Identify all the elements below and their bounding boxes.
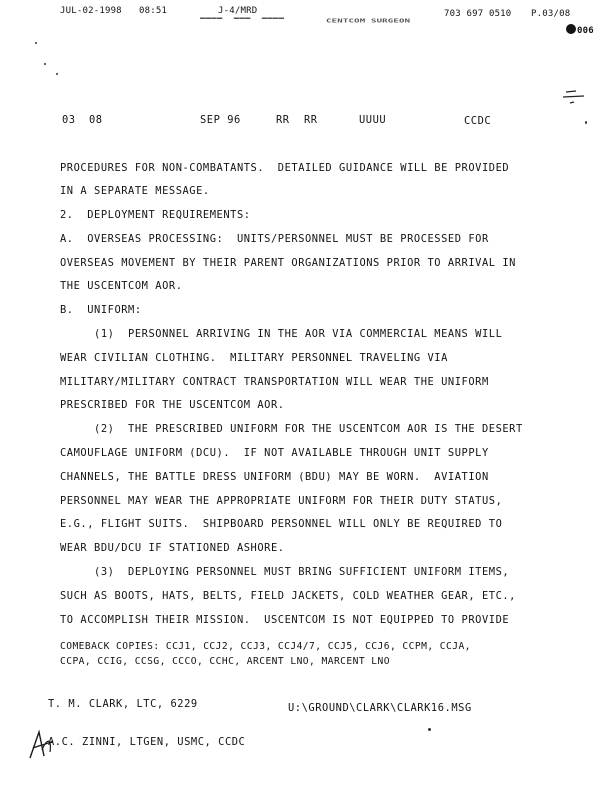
speck — [428, 728, 431, 731]
body-line: PERSONNEL MAY WEAR THE APPROPRIATE UNIFORM FOR THEIR DUTY STATUS, — [60, 495, 503, 507]
msg-date: SEP 96 — [200, 114, 241, 126]
msg-page-b: 08 — [89, 114, 103, 126]
speck — [44, 63, 46, 65]
body-line: IN A SEPARATE MESSAGE. — [60, 185, 210, 197]
msg-precedence-2: RR — [304, 114, 318, 126]
body-line: PRESCRIBED FOR THE USCENTCOM AOR. — [60, 399, 285, 411]
comeback-copies-line-2: CCPA, CCIG, CCSG, CCCO, CCHC, ARCENT LNO, MARCENT LNO — [60, 656, 390, 667]
comeback-copies-line-1: COMEBACK COPIES: CCJ1, CCJ2, CCJ3, CCJ4/7, CCJ5, CCJ6, CCPM, CCJA, — [60, 641, 471, 652]
body-line: MILITARY/MILITARY CONTRACT TRANSPORTATION WILL WEAR THE UNIFORM — [60, 376, 489, 388]
body-line: TO ACCOMPLISH THEIR MISSION. USCENTCOM IS NOT EQUIPPED TO PROVIDE — [60, 614, 510, 626]
handwritten-dash-mark — [562, 86, 586, 108]
fax-stamp-number: 006 — [577, 26, 594, 36]
fax-smudged-office: CENTCOM SURGEON — [326, 18, 411, 25]
circle-stamp-icon — [566, 24, 576, 34]
fax-date: JUL-02-1998 — [60, 6, 122, 16]
body-line: OVERSEAS MOVEMENT BY THEIR PARENT ORGANIZATIONS PRIOR TO ARRIVAL IN — [60, 257, 516, 269]
body-line: CAMOUFLAGE UNIFORM (DCU). IF NOT AVAILABLE THROUGH UNIT SUPPLY — [60, 447, 489, 459]
body-line: THE USCENTCOM AOR. — [60, 280, 183, 292]
fax-page: P.03/08 — [531, 9, 571, 19]
fax-office: J-4/MRD — [218, 6, 258, 16]
body-line: WEAR CIVILIAN CLOTHING. MILITARY PERSONNEL TRAVELING VIA — [60, 352, 448, 364]
body-line: (3) DEPLOYING PERSONNEL MUST BRING SUFFICIENT UNIFORM ITEMS, — [60, 566, 510, 578]
body-line: (1) PERSONNEL ARRIVING IN THE AOR VIA COMMERCIAL MEANS WILL — [60, 328, 503, 340]
speck — [585, 121, 587, 124]
msg-originator: CCDC — [464, 115, 492, 127]
subsection-heading: B. UNIFORM: — [60, 304, 142, 316]
msg-precedence-1: RR — [276, 114, 290, 126]
msg-classification: UUUU — [359, 114, 387, 126]
fax-smudged-header: ▬▬▬▬ ▬▬▬ ▬▬▬▬ — [200, 15, 285, 22]
body-line: PROCEDURES FOR NON-COMBATANTS. DETAILED GUIDANCE WILL BE PROVIDED — [60, 162, 510, 174]
drafter-line: T. M. CLARK, LTC, 6229 — [48, 698, 198, 710]
body-line: WEAR BDU/DCU IF STATIONED ASHORE. — [60, 542, 285, 554]
fax-phone: 703 697 0510 — [444, 9, 512, 19]
section-heading: 2. DEPLOYMENT REQUIREMENTS: — [60, 209, 251, 221]
body-line: CHANNELS, THE BATTLE DRESS UNIFORM (BDU) MAY BE WORN. AVIATION — [60, 471, 489, 483]
msg-page-a: 03 — [62, 114, 76, 126]
handwritten-initials — [26, 728, 56, 762]
body-line: E.G., FLIGHT SUITS. SHIPBOARD PERSONNEL WILL ONLY BE REQUIRED TO — [60, 518, 503, 530]
fax-time: 08:51 — [139, 6, 168, 16]
speck — [56, 73, 58, 75]
body-line: A. OVERSEAS PROCESSING: UNITS/PERSONNEL MUST BE PROCESSED FOR — [60, 233, 489, 245]
file-path: U:\GROUND\CLARK\CLARK16.MSG — [288, 702, 472, 714]
speck — [35, 42, 37, 44]
releaser-line: A.C. ZINNI, LTGEN, USMC, CCDC — [48, 736, 246, 748]
fax-stamp — [566, 24, 594, 36]
body-line: SUCH AS BOOTS, HATS, BELTS, FIELD JACKETS, COLD WEATHER GEAR, ETC., — [60, 590, 516, 602]
body-line: (2) THE PRESCRIBED UNIFORM FOR THE USCENTCOM AOR IS THE DESERT — [60, 423, 523, 435]
